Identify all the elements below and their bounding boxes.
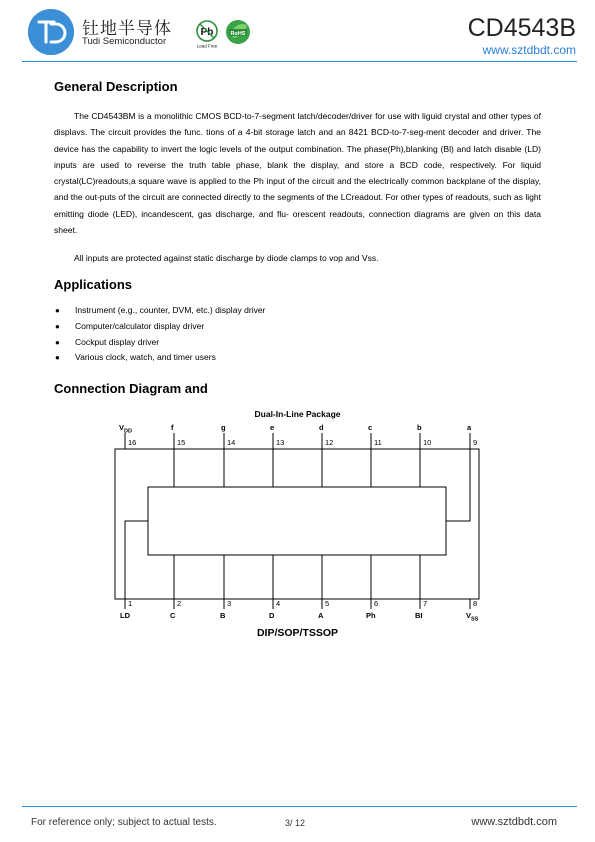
applications-heading: Applications — [54, 277, 133, 292]
pin-label-4: D — [269, 611, 275, 620]
header-divider — [22, 61, 577, 62]
pin-number-5: 5 — [325, 599, 330, 608]
lead-free-badge — [193, 19, 223, 54]
pin-number-15: 15 — [177, 438, 186, 447]
header-website-link[interactable]: www.sztdbdt.com — [482, 43, 576, 57]
pin-label-12: d — [319, 423, 324, 432]
pin-number-9: 9 — [473, 438, 478, 447]
general-description-paragraph-2: All inputs are protected against static discharge by diode clamps to vop and Vss. — [74, 253, 379, 263]
pin-number-12: 12 — [325, 438, 334, 447]
pin-label-2: C — [170, 611, 176, 620]
rohs-label: RoHS — [230, 30, 246, 37]
pin-label-subscript: SS — [471, 616, 479, 623]
pin-number-11: 11 — [374, 438, 382, 447]
bullet-icon: ● — [55, 321, 60, 331]
pin-label-13: e — [270, 423, 275, 432]
document-title: CD4543B — [467, 14, 576, 42]
logo-td-mark-icon — [28, 9, 74, 55]
applications-list — [54, 303, 265, 366]
application-item-text: Various clock, watch, and timer users — [75, 352, 216, 363]
footer-website-link[interactable]: www.sztdbdt.com — [471, 816, 557, 828]
pin-label-1: LD — [120, 611, 130, 620]
rohs-badge — [225, 19, 251, 50]
pin-number-13: 13 — [276, 438, 285, 447]
company-name-en: Tudi Semiconductor — [82, 36, 167, 47]
bullet-icon: ● — [55, 337, 60, 347]
footer-divider — [22, 806, 577, 807]
general-description-heading: General Description — [54, 79, 178, 94]
bullet-icon: ● — [55, 353, 60, 363]
pb-label: Pb — [200, 27, 214, 38]
package-title: Dual-In-Line Package — [254, 409, 341, 419]
pin-number-7: 7 — [423, 599, 428, 608]
application-item-text: Computer/calculator display driver — [75, 320, 205, 331]
pin-1-wire — [125, 521, 148, 599]
package-caption: DIP/SOP/TSSOP — [256, 627, 339, 639]
list-item — [54, 335, 265, 351]
pin-label-8: $V_{SS}$ — [466, 611, 479, 623]
ic-body — [148, 487, 446, 555]
page-number: 3/ 12 — [285, 818, 306, 828]
pin-label-9: a — [467, 423, 472, 432]
pin-label-14: g — [221, 423, 226, 432]
pin-number-1: 1 — [128, 599, 133, 608]
application-item-text: Cockput display driver — [75, 336, 160, 347]
package-outline — [115, 449, 479, 599]
pin-number-3: 3 — [227, 599, 232, 608]
pin-label-6: Ph — [366, 611, 376, 620]
pin-number-10: 10 — [423, 438, 432, 447]
pin-number-4: 4 — [276, 599, 281, 608]
footer-disclaimer: For reference only; subject to actual tests. — [31, 817, 217, 828]
pin-label-5: A — [318, 611, 324, 620]
pin-label-15: f — [171, 423, 174, 432]
pin-number-2: 2 — [177, 599, 182, 608]
pin-label-16: $V_{DD}$ — [119, 423, 132, 435]
connection-diagram-heading: Connection Diagram and — [54, 381, 208, 396]
list-item — [54, 303, 265, 319]
lead-free-label: Lead Free — [196, 43, 218, 49]
general-description-paragraph: The CD4543BM is a monolithic CMOS BCD-to-7-segment latch/decoder/driver for use with liguid crystal and other types of displavs. The circuit provides the func. tions of a 4-bit storage latch and an 8421 BCD-to-7-seg-ment decoder and driver. The device has the capability to invert the logic levels of the output combination. The phase(Ph),blanking (Bl) and latch disable (LD) inputs are used to reverse the truth table phase, blank the display, and store a BCD code, respectively. For liquid crystal(LC)readouts,a square wave is applied to the Ph input of the circuit and the electrically common backplane of the display, and the out-puts of the circuit are connected directly to the segments of the LCreadout. For other types of readouts, such as light emitting diode (LED), incandescent, gas discharge, and flu- orescent readouts, connection diagrams are given on this data sheet. — [54, 111, 541, 236]
pin-label-subscript: DD — [124, 428, 132, 435]
company-logo — [28, 9, 74, 55]
pin-label-11: c — [368, 423, 373, 432]
pin-number-8: 8 — [473, 599, 478, 608]
pinout-diagram — [108, 420, 488, 625]
pin-label-3: B — [220, 611, 226, 620]
bullet-icon: ● — [55, 306, 60, 315]
pin-number-16: 16 — [128, 438, 137, 447]
pin-number-6: 6 — [374, 599, 379, 608]
pin-9-wire — [446, 449, 470, 521]
list-item — [54, 319, 265, 335]
company-name-cn: 钍地半导体 — [82, 19, 172, 38]
application-item-text: Instrument (e.g., counter, DVM, etc.) display driver — [75, 305, 266, 315]
pin-number-14: 14 — [227, 438, 236, 447]
pin-label-10: b — [417, 423, 422, 432]
list-item — [54, 350, 265, 366]
pin-label-7: BI — [415, 611, 423, 620]
